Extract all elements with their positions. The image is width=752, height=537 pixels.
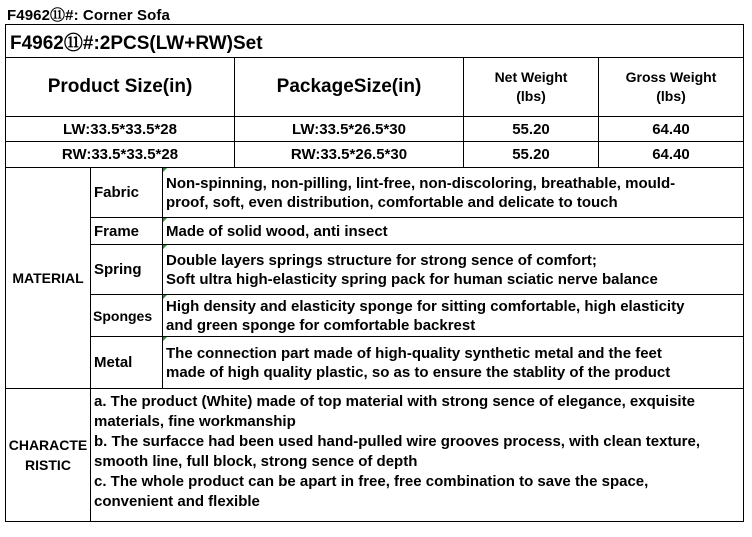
- characteristic-line: c. The whole product can be apart in free, free combination to save the space,: [94, 473, 649, 490]
- material-fabric-desc: [163, 168, 744, 218]
- net-weight-cell: 55.20: [464, 117, 599, 142]
- table-row: [6, 117, 744, 142]
- material-fabric-line2: proof, soft, even distribution, comfortable and delicate to touch: [166, 193, 618, 211]
- material-fabric-label: Fabric: [91, 168, 163, 218]
- characteristic-line: a. The product (White) made of top material with strong sence of elegance, exquisite: [94, 393, 695, 410]
- material-row-spring: [6, 245, 744, 295]
- material-metal-label: Metal: [91, 337, 163, 389]
- gross-weight-header-line2: (lbs): [656, 88, 686, 104]
- material-row-fabric: [6, 168, 744, 218]
- material-metal-line2: made of high quality plastic, so as to ensure the stablity of the product: [166, 363, 671, 381]
- gross-weight-cell: 64.40: [599, 142, 744, 168]
- table-row: [6, 142, 744, 168]
- set-title-row: [6, 25, 744, 58]
- net-weight-header-line2: (lbs): [516, 88, 546, 104]
- characteristic-label: [6, 389, 91, 522]
- page-title: F4962⑪#: Corner Sofa: [7, 7, 170, 24]
- material-metal-desc: [163, 337, 744, 389]
- material-frame-desc: [163, 218, 744, 245]
- characteristic-row: [6, 389, 744, 522]
- material-sponges-label: Sponges: [91, 295, 163, 337]
- material-metal-line1: The connection part made of high-quality synthetic metal and the feet: [166, 344, 662, 362]
- package-size-cell: LW:33.5*26.5*30: [235, 117, 464, 142]
- material-spring-line2: Soft ultra high-elasticity spring pack for human sciatic nerve balance: [166, 270, 658, 288]
- product-size-header: Product Size(in): [6, 58, 235, 117]
- characteristic-label-line2: RISTIC: [25, 457, 71, 473]
- material-spring-desc: [163, 245, 744, 295]
- gross-weight-header: [599, 58, 744, 117]
- product-size-cell: RW:33.5*33.5*28: [6, 142, 235, 168]
- material-sponges-line2: and green sponge for comfortable backrest: [166, 316, 476, 334]
- product-size-cell: LW:33.5*33.5*28: [6, 117, 235, 142]
- material-spring-line1: Double layers springs structure for strong sence of comfort;: [166, 251, 597, 269]
- material-fabric-line1: Non-spinning, non-pilling, lint-free, non-discoloring, breathable, mould-: [166, 174, 676, 192]
- net-weight-header: [464, 58, 599, 117]
- characteristic-desc: [91, 389, 744, 522]
- net-weight-header-line1: Net Weight: [494, 69, 568, 85]
- material-row-sponges: [6, 295, 744, 337]
- package-size-header: PackageSize(in): [235, 58, 464, 117]
- material-label: MATERIAL: [6, 168, 91, 389]
- net-weight-cell: 55.20: [464, 142, 599, 168]
- characteristic-line: materials, fine workmanship: [94, 413, 296, 430]
- characteristic-line: convenient and flexible: [94, 493, 260, 510]
- characteristic-line: smooth line, full block, strong sence of depth: [94, 453, 418, 470]
- spec-table: [5, 24, 744, 522]
- set-title: F4962⑪#:2PCS(LW+RW)Set: [6, 25, 744, 58]
- material-row-metal: [6, 337, 744, 389]
- material-row-frame: [6, 218, 744, 245]
- material-frame-line1: Made of solid wood, anti insect: [166, 222, 388, 240]
- gross-weight-header-line1: Gross Weight: [625, 69, 717, 85]
- material-spring-label: Spring: [91, 245, 163, 295]
- gross-weight-cell: 64.40: [599, 117, 744, 142]
- characteristic-label-line1: CHARACTE: [8, 437, 88, 453]
- characteristic-line: b. The surfacce had been used hand-pulled wire grooves process, with clean texture,: [94, 433, 700, 450]
- material-frame-label: Frame: [91, 218, 163, 245]
- material-sponges-line1: High density and elasticity sponge for sitting comfortable, high elasticity: [166, 297, 685, 315]
- material-sponges-desc: [163, 295, 744, 337]
- package-size-cell: RW:33.5*26.5*30: [235, 142, 464, 168]
- column-header-row: [6, 58, 744, 117]
